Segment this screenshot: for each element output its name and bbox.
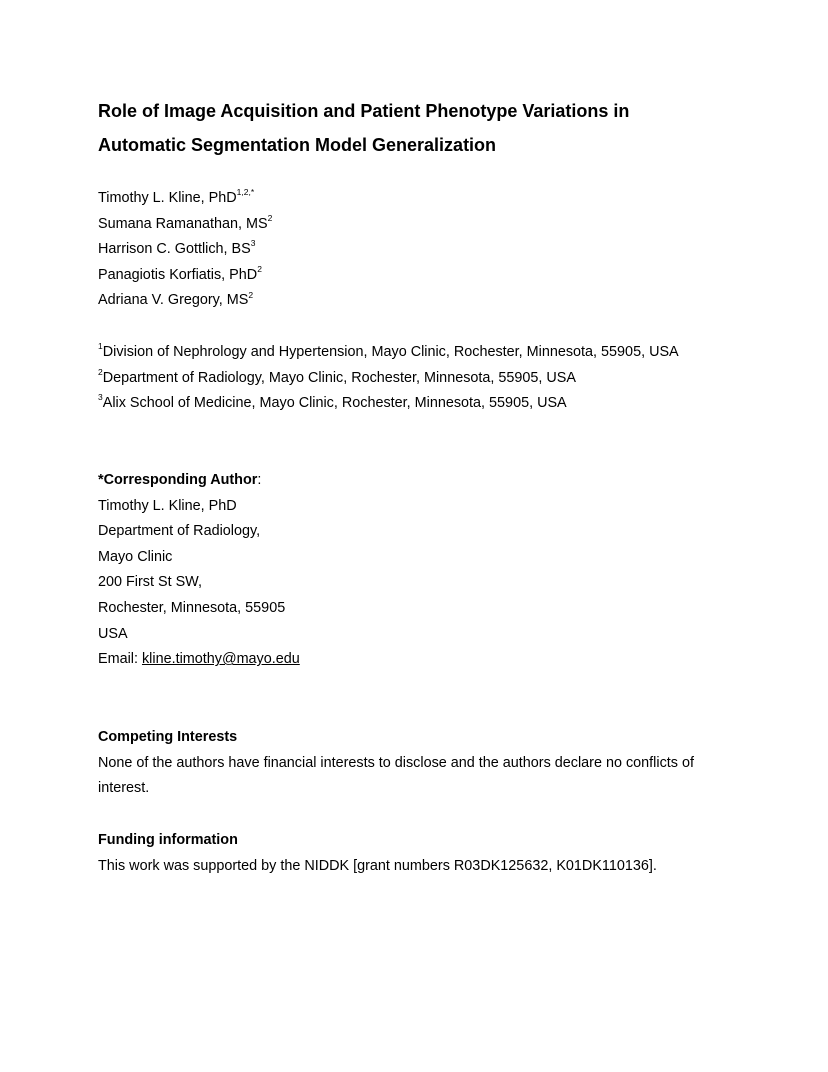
affiliation-mark: 2 [98,366,103,377]
author [98,212,778,238]
affiliation-mark: 1 [98,341,103,352]
email-link[interactable]: kline.timothy@mayo.edu [141,651,300,668]
affiliation-list [98,340,778,417]
competing-interests-heading: Competing Interests [98,729,238,745]
competing-interests-text-line-1: None of the authors have financial interests to disclose and the authors declare no conflicts of [98,754,694,771]
corresponding-author-label: *Corresponding Author [98,472,258,488]
paper-title-line-1: Role of Image Acquisition and Patient Phenotype Variations in [98,101,630,121]
paper-title-line-2: Automatic Segmentation Model Generalization [98,135,497,155]
author [98,288,778,314]
affiliation-text: Department of Radiology, Mayo Clinic, Rochester, Minnesota, 55905, USA [102,369,576,386]
competing-interests-text-line-2: interest. [98,780,150,797]
affiliation [98,391,778,417]
funding-heading: Funding information [98,832,238,848]
corresponding-author-street: 200 First St SW, [98,574,202,591]
corresponding-author-institution: Mayo Clinic [98,548,173,565]
affiliation-text: Division of Nephrology and Hypertension, Mayo Clinic, Rochester, Minnesota, 55905, USA [102,344,679,360]
author-list [98,186,778,314]
author-affiliation-mark: 1,2,* [236,187,255,198]
corresponding-author-email-line [98,647,778,673]
paper-title [98,94,778,162]
competing-interests-section [98,725,778,802]
corresponding-author-country: USA [98,625,128,642]
corresponding-author-name: Timothy L. Kline, PhD [98,497,237,514]
author [98,263,778,289]
corresponding-author-department: Department of Radiology, [98,523,261,540]
author [98,186,778,212]
author-name: Harrison C. Gottlich, BS [98,241,251,258]
affiliation-text: Alix School of Medicine, Mayo Clinic, Rochester, Minnesota, 55905, USA [102,395,567,412]
author [98,237,778,263]
corresponding-author-block [98,468,778,673]
affiliation [98,340,778,366]
email-label: Email: [98,651,142,668]
author-affiliation-mark: 2 [257,263,262,274]
author-affiliation-mark: 3 [250,238,256,249]
author-name: Panagiotis Korfiatis, PhD [98,266,258,283]
author-name: Timothy L. Kline, PhD [98,190,237,206]
affiliation-mark: 3 [98,392,103,403]
affiliation [98,366,778,392]
funding-text: This work was supported by the NIDDK [grant numbers R03DK125632, K01DK110136]. [98,857,657,874]
corresponding-author-city: Rochester, Minnesota, 55905 [98,599,286,616]
corresponding-author-heading [98,468,778,494]
author-affiliation-mark: 2 [267,212,273,223]
author-name: Adriana V. Gregory, MS [98,292,249,309]
corresponding-author-colon: : [257,472,262,488]
funding-section [98,828,778,879]
author-affiliation-mark: 2 [248,289,254,300]
author-name: Sumana Ramanathan, MS [98,215,268,232]
